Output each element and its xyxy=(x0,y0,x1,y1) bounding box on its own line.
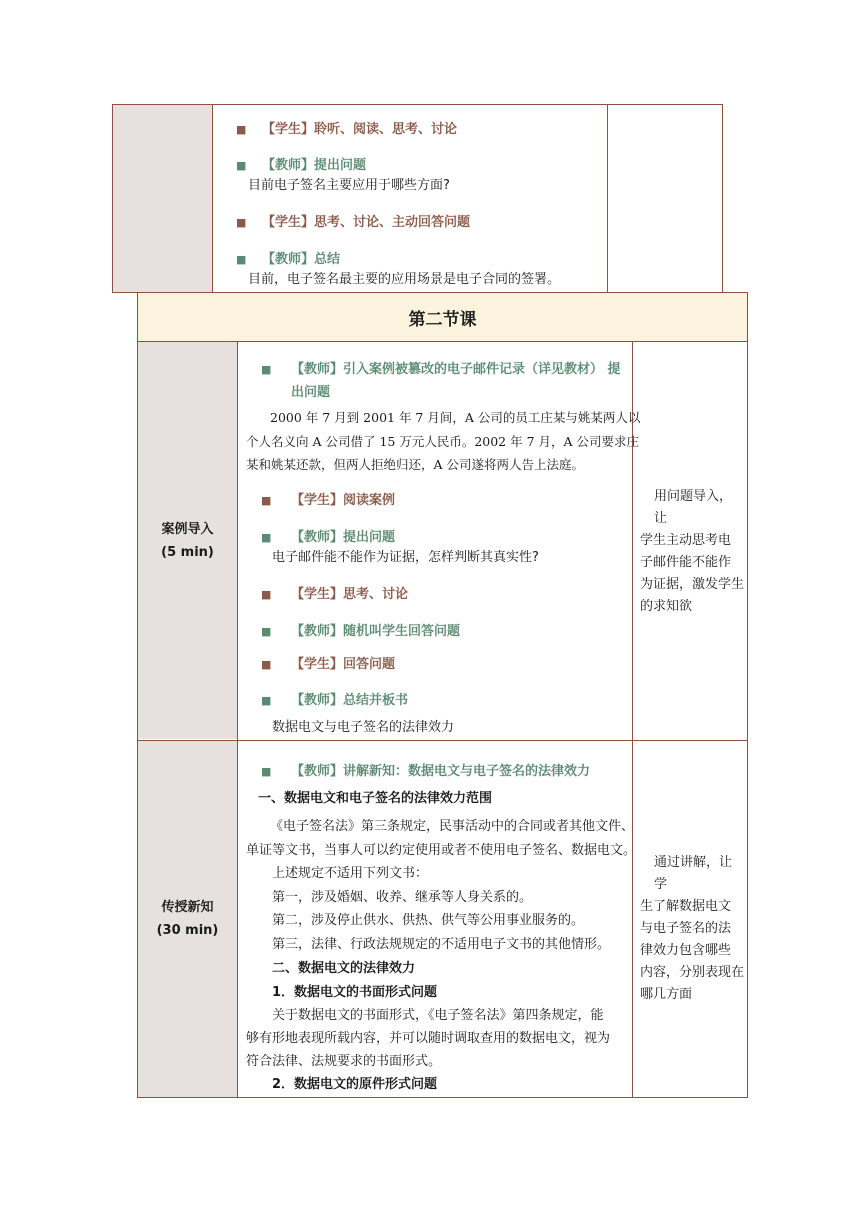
teach-para-5: 第二，涉及停止供水、供热、供气等公用事业服务的。 xyxy=(272,913,585,928)
case-item-5: ■ 【教师】随机叫学生回答问题 xyxy=(261,624,461,639)
case-item-6: ■ 【学生】回答问题 xyxy=(261,657,396,672)
case-text-3: 电子邮件能不能作为证据，怎样判断其真实性? xyxy=(272,550,539,565)
top-item-3: ■ 【学生】思考、讨论、主动回答问题 xyxy=(236,215,471,230)
case-item-2: ■ 【学生】阅读案例 xyxy=(261,493,396,508)
teach-para-7: 关于数据电文的书面形式，《电子签名法》第四条规定，能 xyxy=(272,1008,604,1023)
teach-para-8: 够有形地表现所载内容，并可以随时调取查用的数据电文，视为 xyxy=(246,1031,611,1046)
case-para-3: 某和姚某还款，但两人拒绝归还，A 公司遂将两人告上法庭。 xyxy=(246,457,585,472)
teach-para-2: 单证等文书，当事人可以约定使用或者不使用电子签名、数据电文。 xyxy=(246,843,637,858)
top-text-2: 目前电子签名主要应用于哪些方面? xyxy=(248,178,450,193)
case-item-3: ■ 【教师】提出问题 xyxy=(261,530,396,545)
case-para-2: 个人名义向 A 公司借了 15 万元人民币。2002 年 7 月，A 公司要求庄 xyxy=(246,434,640,449)
top-item-1: ■ 【学生】聆听、阅读、思考、讨论 xyxy=(236,122,458,137)
teach-item-1: ■ 【教师】讲解新知：数据电文与电子签名的法律效力 xyxy=(261,764,591,779)
teach-heading-4: 2．数据电文的原件形式问题 xyxy=(272,1077,438,1092)
case-note: 用问题导入，让 学生主动思考电 子邮件能不能作 为证据，激发学生 的求知欲 xyxy=(640,489,745,614)
teach-para-6: 第三，法律、行政法规规定的不适用电子文书的其他情形。 xyxy=(272,937,611,952)
teach-para-4: 第一，涉及婚姻、收养、继承等人身关系的。 xyxy=(272,890,533,905)
teach-label: 传授新知 (30 min) xyxy=(156,900,219,938)
teach-para-9: 符合法律、法规要求的书面形式。 xyxy=(246,1054,442,1069)
teach-heading-2: 二、数据电文的法律效力 xyxy=(272,961,416,976)
case-item-7: ■ 【教师】总结并板书 xyxy=(261,693,409,708)
case-item-1-cont: 出问题 xyxy=(291,385,331,400)
top-text-4: 目前，电子签名最主要的应用场景是电子合同的签署。 xyxy=(248,272,561,287)
top-item-4: ■ 【教师】总结 xyxy=(236,252,341,267)
case-item-4: ■ 【学生】思考、讨论 xyxy=(261,587,409,602)
case-label: 案例导入 (5 min) xyxy=(161,522,214,560)
section-title: 第二节课 xyxy=(138,293,747,341)
teach-para-3: 上述规定不适用下列文书： xyxy=(272,866,429,881)
case-item-1: ■ 【教师】引入案例被篡改的电子邮件记录（详见教材） 提 xyxy=(261,362,621,377)
case-text-7: 数据电文与电子签名的法律效力 xyxy=(272,720,455,735)
top-label-cell xyxy=(113,105,212,292)
teach-heading-3: 1．数据电文的书面形式问题 xyxy=(272,985,438,1000)
teach-heading-1: 一、数据电文和电子签名的法律效力范围 xyxy=(258,791,493,806)
top-item-2: ■ 【教师】提出问题 xyxy=(236,158,367,173)
teach-para-1: 《电子签名法》第三条规定，民事活动中的合同或者其他文件、 xyxy=(270,819,635,834)
case-para-1: 2000 年 7 月到 2001 年 7 月间，A 公司的员工庄某与姚某两人以 xyxy=(270,410,641,425)
teach-note: 通过讲解，让学 生了解数据电文 与电子签名的法 律效力包含哪些 内容，分别表现在 哪几方面 xyxy=(640,855,745,1002)
